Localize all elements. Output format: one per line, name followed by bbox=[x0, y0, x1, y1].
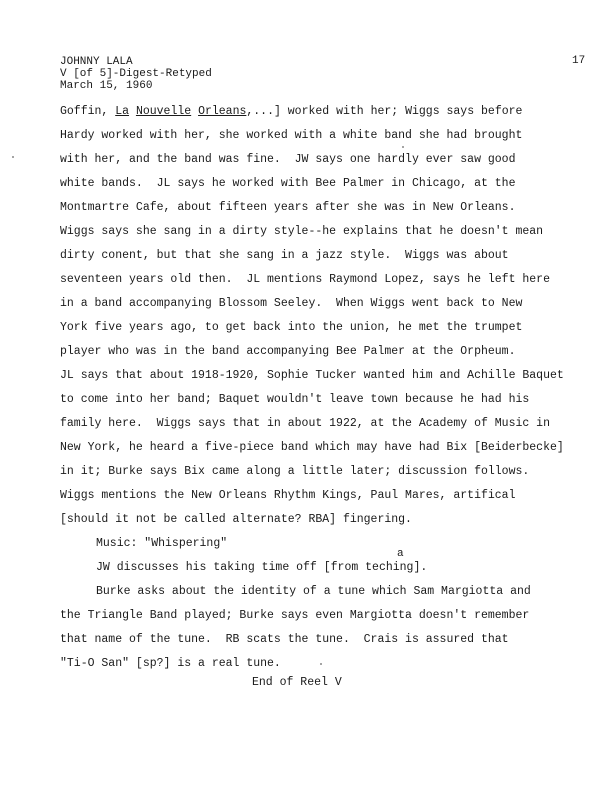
line-text: Goffin, bbox=[60, 105, 116, 118]
document-header bbox=[60, 56, 212, 92]
paragraph-line: with her, and the band was fine. JW says one hardly ever saw good bbox=[60, 153, 516, 166]
scan-speck bbox=[402, 146, 404, 148]
paragraph-line: seventeen years old then. JL mentions Raymond Lopez, says he left here bbox=[60, 273, 550, 286]
paragraph-line: in it; Burke says Bix came along a little later; discussion follows. bbox=[60, 465, 530, 478]
paragraph-line: player who was in the band accompanying Bee Palmer at the Orpheum. bbox=[60, 345, 516, 358]
book-title-word: La bbox=[115, 105, 130, 118]
interviewee-name: JOHNNY LALA bbox=[60, 56, 133, 68]
paragraph-line bbox=[60, 100, 605, 124]
paragraph-line: Burke asks about the identity of a tune which Sam Margiotta and bbox=[96, 585, 531, 598]
paragraph-line: that name of the tune. RB scats the tune. Crais is assured that bbox=[60, 633, 509, 646]
paragraph-line: Wiggs says she sang in a dirty style--he explains that he doesn't mean bbox=[60, 225, 544, 238]
paragraph-line: JL says that about 1918-1920, Sophie Tucker wanted him and Achille Baquet bbox=[60, 369, 564, 382]
paragraph-line: to come into her band; Baquet wouldn't leave town because he had his bbox=[60, 393, 530, 406]
paragraph-line: Wiggs mentions the New Orleans Rhythm Kings, Paul Mares, artifical bbox=[60, 489, 516, 502]
jw-line: JW discusses his taking time off [from teching]. bbox=[96, 561, 428, 574]
paragraph-line: white bands. JL says he worked with Bee Palmer in Chicago, at the bbox=[60, 177, 516, 190]
book-title-word: Orleans bbox=[198, 105, 247, 118]
paragraph-line: [should it not be called alternate? RBA] fingering. bbox=[60, 513, 412, 526]
interview-date: March 15, 1960 bbox=[60, 80, 153, 92]
paragraph-line: family here. Wiggs says that in about 1922, at the Academy of Music in bbox=[60, 417, 550, 430]
page-number: 17 bbox=[572, 55, 586, 67]
paragraph-line: the Triangle Band played; Burke says even Margiotta doesn't remember bbox=[60, 609, 530, 622]
paragraph-line: "Ti-O San" [sp?] is a real tune. bbox=[60, 657, 281, 670]
paragraph-line: New York, he heard a five-piece band which may have had Bix [Beiderbecke] bbox=[60, 441, 564, 454]
paragraph-line: Hardy worked with her, she worked with a white band she had brought bbox=[60, 129, 523, 142]
paragraph-line: in a band accompanying Blossom Seeley. When Wiggs went back to New bbox=[60, 297, 523, 310]
transcript-body bbox=[60, 100, 605, 676]
scan-speck bbox=[320, 663, 322, 665]
paragraph-line: Montmartre Cafe, about fifteen years after she was in New Orleans. bbox=[60, 201, 516, 214]
scan-speck bbox=[12, 156, 14, 158]
end-of-reel: End of Reel V bbox=[252, 676, 342, 689]
music-line: Music: "Whispering" bbox=[96, 537, 228, 550]
reel-info: V [of 5]-Digest-Retyped bbox=[60, 68, 212, 80]
paragraph-line: dirty conent, but that she sang in a jazz style. Wiggs was about bbox=[60, 249, 509, 262]
handwritten-correction: a bbox=[397, 548, 404, 560]
line-text: ,...] worked with her; Wiggs says before bbox=[246, 105, 523, 118]
paragraph-line: York five years ago, to get back into the union, he met the trumpet bbox=[60, 321, 523, 334]
book-title-word: Nouvelle bbox=[135, 105, 192, 118]
